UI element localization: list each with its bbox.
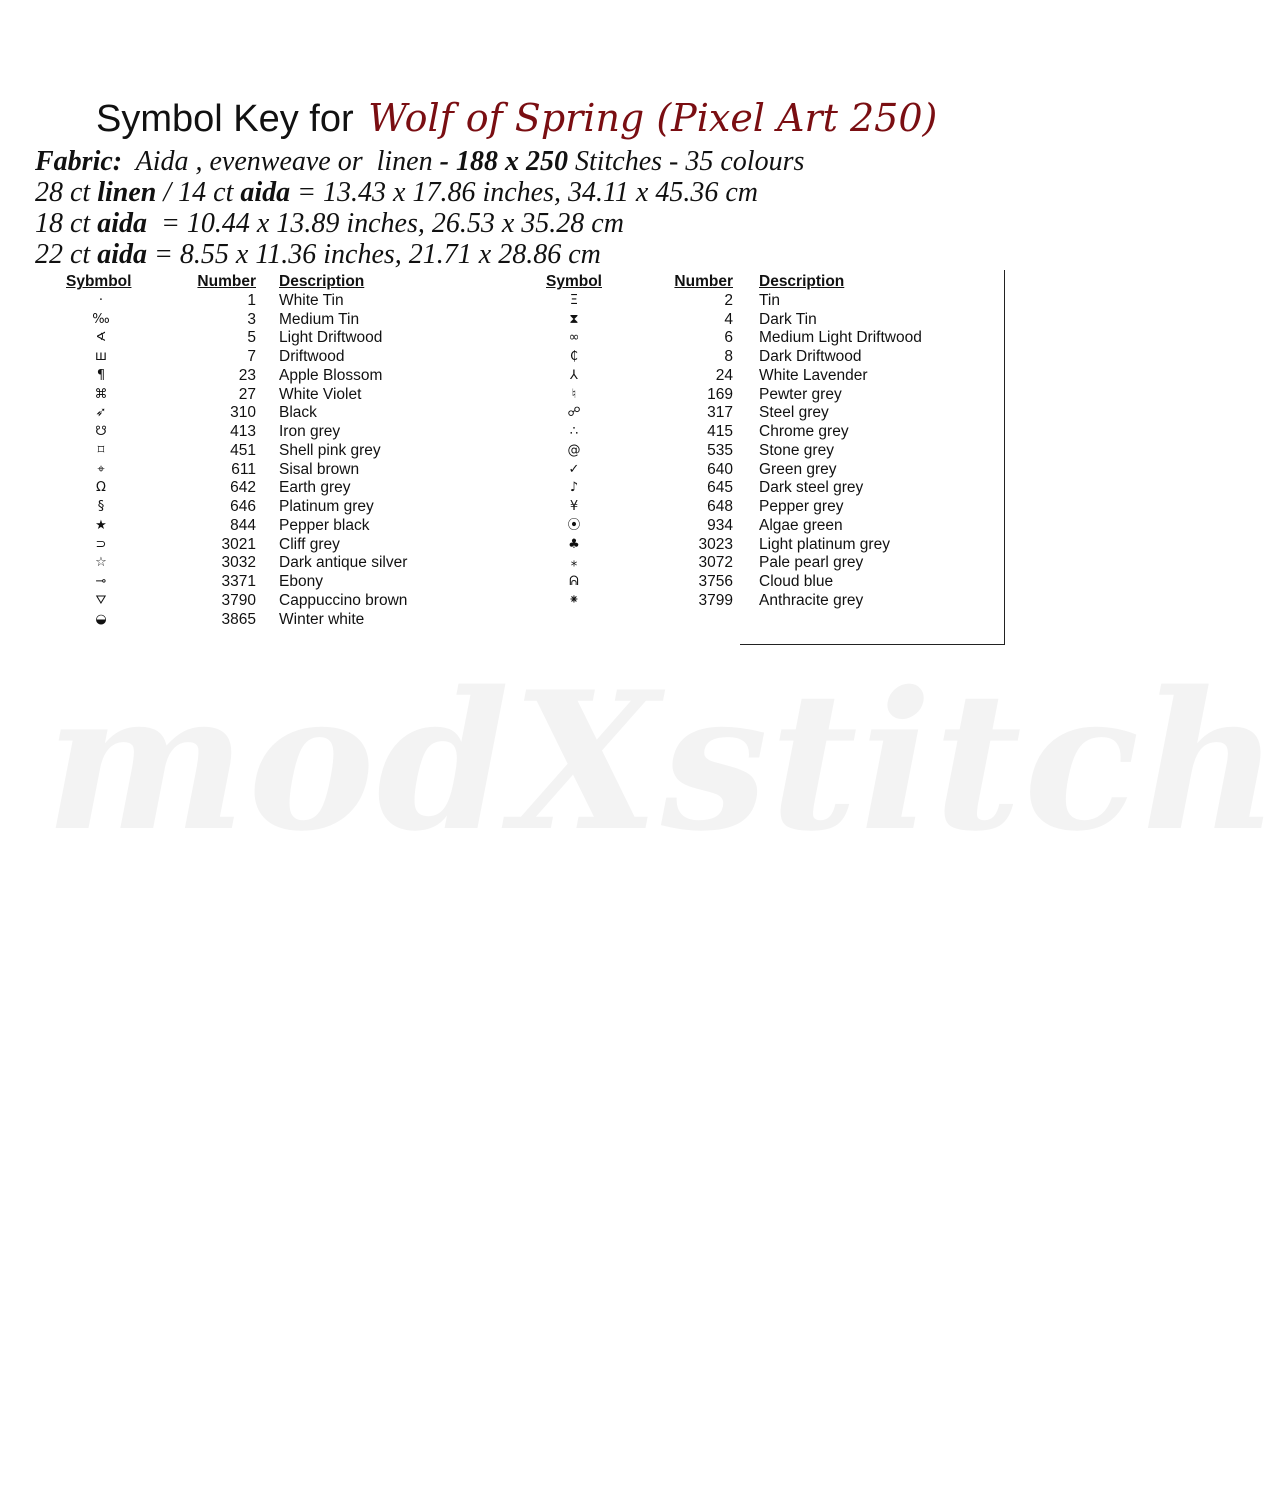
row-description: Shell pink grey xyxy=(279,441,381,459)
row-number: 535 xyxy=(707,441,733,459)
row-description: Cloud blue xyxy=(759,573,834,590)
table-row xyxy=(0,554,1060,573)
table-row xyxy=(0,386,1060,405)
table-row xyxy=(0,423,1060,442)
row-symbol: § xyxy=(97,499,105,514)
row-number: 3756 xyxy=(698,573,733,590)
row-symbol: ⦿ xyxy=(567,517,581,533)
row-number: 844 xyxy=(230,516,256,534)
row-symbol: ⁎ xyxy=(570,555,578,571)
row-number: 413 xyxy=(230,423,256,440)
row-description: Medium Light Driftwood xyxy=(759,329,922,347)
pattern-name: Wolf of Spring (Pixel Art 250) xyxy=(368,96,938,140)
row-symbol: ⌘ xyxy=(94,386,108,402)
row-description: Dark steel grey xyxy=(759,479,864,497)
row-number: 640 xyxy=(707,460,733,478)
row-symbol: ⊸ xyxy=(95,574,107,589)
size-22ct-line xyxy=(35,240,601,270)
row-number: 611 xyxy=(231,460,256,478)
row-number: 3032 xyxy=(221,554,256,572)
symbol-header: Sybmbol xyxy=(66,273,132,290)
row-symbol: ⌑ xyxy=(97,442,105,458)
row-symbol: · xyxy=(98,292,104,308)
row-description: Chrome grey xyxy=(759,423,849,440)
row-description: White Lavender xyxy=(759,366,868,384)
spec-text: - 188 x 250 xyxy=(439,146,568,177)
row-number: 317 xyxy=(707,404,733,422)
row-symbol: ⊃ xyxy=(95,536,107,552)
row-description: Winter white xyxy=(279,610,365,628)
row-symbol: @ xyxy=(567,442,581,458)
row-description: Driftwood xyxy=(279,348,345,365)
row-symbol: ☋ xyxy=(95,424,107,439)
table-row xyxy=(0,461,1060,480)
table-row xyxy=(0,536,1060,555)
row-number: 3023 xyxy=(698,535,733,553)
spec-text: aida xyxy=(240,177,291,208)
description-header: Description xyxy=(279,273,365,290)
row-description: Cappuccino brown xyxy=(279,591,408,609)
row-number: 451 xyxy=(230,441,256,459)
row-symbol: ☆ xyxy=(95,555,107,571)
row-number: 934 xyxy=(707,516,733,534)
row-description: Anthracite grey xyxy=(759,591,864,609)
spec-text: = 10.44 x 13.89 inches, 26.53 x 35.28 cm xyxy=(147,208,624,239)
number-header: Number xyxy=(197,273,256,290)
spec-text: Aida , evenweave or linen xyxy=(122,146,440,177)
row-number: 3021 xyxy=(221,535,256,553)
table-row xyxy=(0,573,1060,592)
symbol-table-right xyxy=(0,273,1060,611)
row-number: 2 xyxy=(724,291,733,309)
row-number: 8 xyxy=(724,348,733,365)
row-symbol: ➶ xyxy=(95,405,107,421)
row-description: Pepper black xyxy=(279,516,370,534)
spec-text: 18 ct xyxy=(35,208,98,239)
row-symbol: ⅄ xyxy=(570,367,578,383)
row-number: 3790 xyxy=(221,591,256,609)
row-description: Apple Blossom xyxy=(279,366,383,384)
row-symbol: ♮ xyxy=(571,386,577,402)
row-symbol: ⁕ xyxy=(568,592,580,608)
row-number: 646 xyxy=(230,498,256,515)
row-description: Pewter grey xyxy=(759,385,842,403)
row-symbol: ¶ xyxy=(96,367,106,383)
row-description: Medium Tin xyxy=(279,310,360,328)
spec-text: Stitches - 35 colours xyxy=(567,146,805,177)
spec-text: aida xyxy=(97,208,147,239)
spec-text: 28 ct xyxy=(35,177,98,208)
number-header: Number xyxy=(674,273,733,290)
spec-text: 22 ct xyxy=(35,239,98,270)
row-number: 24 xyxy=(715,366,733,384)
spec-text: = 8.55 x 11.36 inches, 21.71 x 28.86 cm xyxy=(147,239,601,270)
row-description: Tin xyxy=(759,291,780,309)
size-18ct-line xyxy=(35,209,624,239)
row-symbol: ⧗ xyxy=(569,311,579,327)
row-description: Earth grey xyxy=(279,479,351,497)
row-number: 642 xyxy=(230,479,256,497)
spec-text: = 13.43 x 17.86 inches, 34.11 x 45.36 cm xyxy=(290,177,758,208)
row-number: 3072 xyxy=(698,554,733,572)
row-description: Dark antique silver xyxy=(279,554,408,572)
row-description: White Violet xyxy=(279,385,362,403)
row-number: 169 xyxy=(707,385,733,403)
row-symbol: ⛛ xyxy=(95,592,107,608)
row-description: Pepper grey xyxy=(759,498,844,515)
row-description: Green grey xyxy=(759,460,837,478)
row-symbol: ‰ xyxy=(92,311,110,327)
row-description: Iron grey xyxy=(279,423,341,440)
table-row xyxy=(0,348,1060,367)
row-description: Dark Driftwood xyxy=(759,348,862,365)
row-symbol: ∴ xyxy=(569,424,579,439)
table-header-row xyxy=(0,273,1060,292)
row-number: 7 xyxy=(247,348,256,365)
row-symbol: ∢ xyxy=(95,330,107,346)
description-header: Description xyxy=(759,273,845,290)
spec-text: / 14 ct xyxy=(156,177,241,208)
row-description: Black xyxy=(279,404,317,422)
row-description: Light Driftwood xyxy=(279,329,383,347)
row-description: Light platinum grey xyxy=(759,535,890,553)
row-number: 1 xyxy=(247,291,256,309)
table-row xyxy=(0,442,1060,461)
row-description: Cliff grey xyxy=(279,535,340,553)
row-symbol: ᕱ xyxy=(569,574,579,589)
row-symbol: ★ xyxy=(95,517,107,533)
row-number: 310 xyxy=(230,404,256,422)
row-symbol: ✓ xyxy=(568,461,580,477)
size-28ct-line xyxy=(35,178,758,208)
table-row xyxy=(0,498,1060,517)
row-description: Pale pearl grey xyxy=(759,554,864,572)
row-symbol: ♣ xyxy=(568,536,580,552)
page-title xyxy=(96,96,937,141)
row-symbol: ♪ xyxy=(569,480,579,496)
row-symbol: ¥ xyxy=(569,499,579,514)
row-symbol: ☍ xyxy=(567,405,581,421)
table-row xyxy=(0,592,1060,611)
row-description: Algae green xyxy=(759,516,843,534)
row-description: White Tin xyxy=(279,291,344,309)
row-description: Platinum grey xyxy=(279,498,374,515)
table-row xyxy=(0,517,1060,536)
table-row xyxy=(0,404,1060,423)
table-row xyxy=(0,367,1060,386)
spec-text: aida xyxy=(97,239,147,270)
spec-text: linen xyxy=(97,177,157,208)
row-description: Steel grey xyxy=(759,404,829,422)
fabric-spec-line xyxy=(35,147,804,177)
symbol-header: Symbol xyxy=(546,273,602,290)
row-description: Ebony xyxy=(279,573,323,590)
row-symbol: ш xyxy=(95,349,107,364)
table-row xyxy=(0,611,520,630)
table-frame-bottom-edge xyxy=(740,644,1005,645)
watermark: modXstitch xyxy=(45,650,1282,873)
table-row xyxy=(0,479,1060,498)
row-number: 23 xyxy=(238,366,256,384)
row-number: 645 xyxy=(707,479,733,497)
table-row xyxy=(0,292,1060,311)
row-description: Sisal brown xyxy=(279,460,360,478)
row-number: 6 xyxy=(724,329,733,347)
row-symbol: Ω xyxy=(96,480,106,496)
table-row xyxy=(0,311,1060,330)
row-symbol: ⌖ xyxy=(97,461,105,477)
row-number: 3371 xyxy=(221,573,256,590)
row-number: 5 xyxy=(247,329,256,347)
row-number: 4 xyxy=(724,310,733,328)
row-number: 3 xyxy=(247,310,256,328)
row-number: 415 xyxy=(707,423,733,440)
table-row xyxy=(0,329,1060,348)
row-number: 3799 xyxy=(698,591,733,609)
row-description: Stone grey xyxy=(759,441,834,459)
row-number: 27 xyxy=(238,385,256,403)
table-frame-right-edge xyxy=(1004,270,1005,645)
row-symbol: Ξ xyxy=(569,292,579,308)
row-description: Dark Tin xyxy=(759,310,817,328)
title-lead: Symbol Key for xyxy=(96,98,354,140)
row-number: 648 xyxy=(707,498,733,515)
row-symbol: ◒ xyxy=(95,611,107,627)
row-number: 3865 xyxy=(221,610,256,628)
spec-text: Fabric: xyxy=(35,146,123,177)
row-symbol: ∞ xyxy=(568,330,580,346)
row-symbol: ₵ xyxy=(569,349,579,364)
